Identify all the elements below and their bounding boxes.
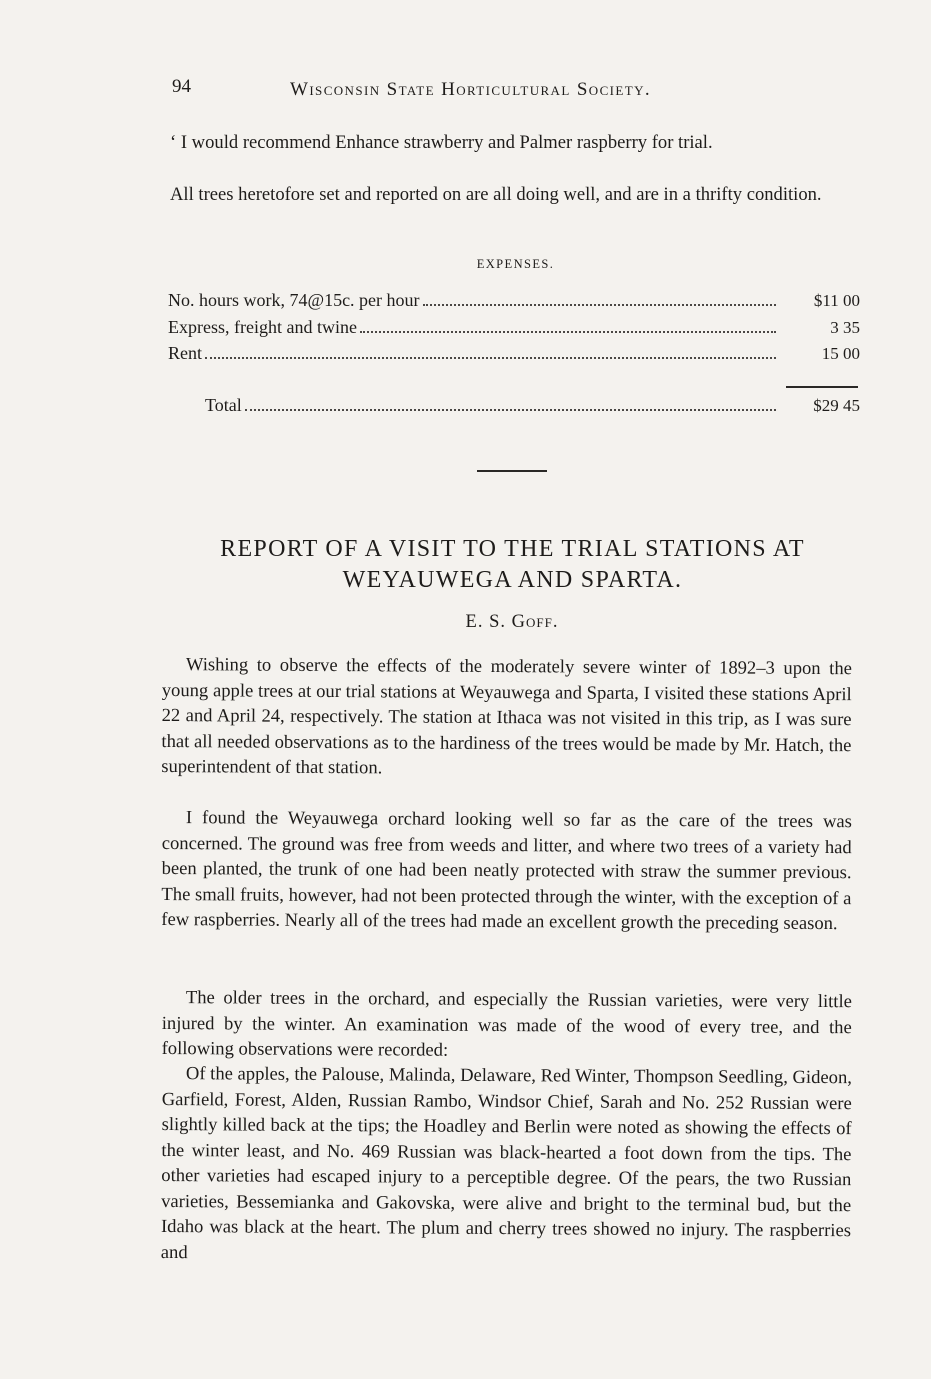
expense-amount: 3 35 — [830, 318, 860, 337]
expenses-heading: EXPENSES. — [476, 257, 555, 271]
report-title-line-2: WEYAUWEGA AND SPARTA. — [342, 567, 683, 593]
expense-row-hours — [168, 290, 860, 314]
expense-label: No. hours work, 74@15c. per hour — [168, 290, 420, 310]
expense-row-total — [205, 395, 860, 419]
expense-amount: 15 00 — [821, 344, 860, 363]
page-number: 94 — [172, 76, 191, 97]
section-divider — [477, 470, 547, 472]
sum-rule — [786, 386, 858, 388]
report-paragraph: The older trees in the orchard, and especially the Russian varieties, were very little injured by the winter. An examination was made of the wood of every tree, and the following observations were recorded: — [161, 987, 852, 1061]
report-paragraph: Wishing to observe the effects of the moderately severe winter of 1892–3 upon the young apple trees at our trial stations at Weyauwega and Sparta, I visited these stations April 22 and April 24, respectively. The station at Ithaca was not visited in this trip, as I was sure that all needed observations as to the hardiness of the trees would be made by Mr. Hatch, the superintendent of that station. — [161, 654, 852, 779]
running-title: Wisconsin State Horticultural Society. — [290, 79, 652, 100]
dot-leader — [205, 356, 776, 359]
report-author: E. S. Goff. — [465, 612, 559, 632]
expense-row-express — [168, 317, 860, 341]
expense-label: Express, freight and twine — [168, 317, 357, 337]
dot-leader — [245, 408, 776, 411]
intro-paragraph-trees-condition: All trees heretofore set and reported on are all doing well, and are in a thrifty condition. — [170, 184, 822, 205]
dot-leader — [360, 330, 776, 333]
total-label: Total — [205, 395, 242, 415]
report-paragraph: I found the Weyauwega orchard looking well so far as the care of the trees was concerned. The ground was free from weeds and litter, and where two trees of a variety had been planted, the trunk of one had been neatly protected with straw the summer previous. The small fruits, however, had not been protected through the winter, with the exception of a few raspberries. Nearly all of the trees had made an excellent growth the preceding season. — [161, 807, 852, 935]
expense-label: Rent — [168, 343, 202, 363]
dot-leader — [423, 303, 776, 306]
expense-row-rent — [168, 343, 860, 367]
expense-amount: $11 00 — [813, 291, 860, 310]
report-title-line-1: REPORT OF A VISIT TO THE TRIAL STATIONS AT — [220, 536, 805, 562]
report-paragraph: Of the apples, the Palouse, Malinda, Delaware, Red Winter, Thompson Seedling, Gideon, Garfield, Forest, Alden, Russian Rambo, Windsor Chief, Sarah and No. 252 Russian were slightly killed back at the tips; the Hoadley and Berlin were noted as showing the effects of the winter least, and No. 469 Russian was black-hearted a foot down from the tips. The other varieties had escaped injury to a perceptible degree. Of the pears, the two Russian varieties, Bessemianka and Gakovska, were alive and bright to the terminal bud, but the Idaho was black at the heart. The plum and cherry trees showed no injury. The raspberries and — [160, 1063, 852, 1263]
total-amount: $29 45 — [813, 396, 860, 415]
intro-paragraph-recommendation: ‘ I would recommend Enhance strawberry and Palmer raspberry for trial. — [170, 132, 713, 153]
